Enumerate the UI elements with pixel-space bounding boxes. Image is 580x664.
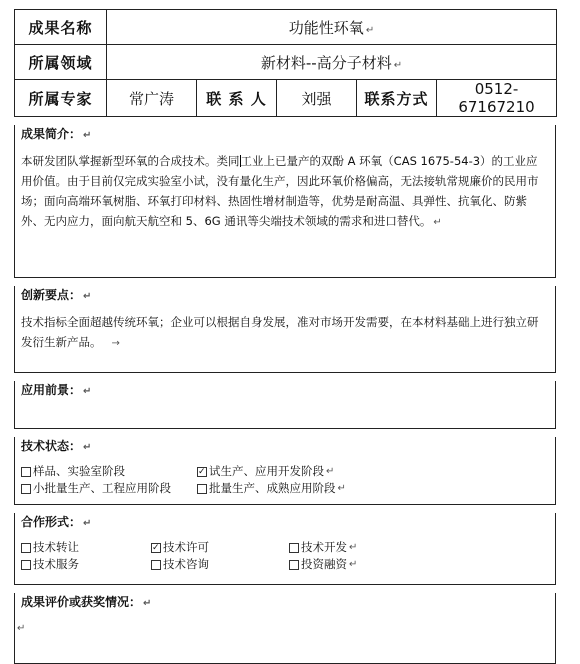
paragraph-mark: ↵ [143,598,152,609]
status-option[interactable] [197,480,377,497]
status-option[interactable] [21,463,197,480]
phone-value[interactable]: 0512-67167210 [437,80,557,117]
header-table [14,9,557,117]
summary-text [21,151,549,233]
status-section [14,437,556,505]
paragraph-mark: ↵ [83,386,92,397]
paragraph-mark: ↵ [83,130,92,141]
innovation-section[interactable] [14,286,556,373]
paragraph-mark: ↵ [337,483,346,494]
cooperation-option[interactable] [21,556,151,573]
cooperation-option[interactable] [151,556,289,573]
status-title [21,437,549,454]
cooperation-option[interactable] [21,539,151,556]
prospect-section[interactable] [14,381,556,429]
title-value: 功能性环氧 [288,18,364,37]
checkbox-icon[interactable] [21,484,31,494]
cooperation-options [21,539,549,573]
status-option[interactable] [21,480,197,497]
paragraph-mark: ↵ [433,217,442,228]
summary-text-part2: 工业上已量产的双酚 A 环氧（CAS 1675-54-3）的工业应用价值。由于目前仅完成实验室小试，没有量化生产，因此环氧价格偏高，无法接轨常规廉价的民用市场；面向高端环氧树脂、环氧打印材料、热固性增材制造等，优势是耐高温、具弹性、抗氧化、防紫外、无内应力，面向航天航空和 5、6G 通讯等尖端技术领域的需求和进口替代。 [21,154,539,228]
paragraph-mark: ↵ [393,59,403,71]
cooperation-option[interactable] [151,539,289,556]
cooperation-title [21,513,549,530]
trailing-paragraph-mark: ↵ [17,623,26,634]
field-value: 新材料--高分子材料 [260,53,392,72]
cooperation-option-label: 技术服务 [33,557,79,571]
phone-label: 联系方式 [357,80,437,117]
summary-title [21,125,549,142]
checked-checkbox-icon[interactable] [151,543,161,553]
field-row [15,45,557,80]
status-options [21,463,549,497]
paragraph-mark: ↵ [349,542,358,553]
summary-title-text: 成果简介： [21,127,82,141]
cooperation-option[interactable] [289,556,429,573]
prospect-title-text: 应用前景： [21,383,82,397]
paragraph-mark: ↵ [326,466,335,477]
checkbox-icon[interactable] [21,543,31,553]
cooperation-title-text: 合作形式： [21,515,82,529]
contact-label: 联 系 人 [197,80,277,117]
arrow-icon: → [111,338,120,349]
paragraph-mark: ↵ [349,559,358,570]
status-option-label: 批量生产、成熟应用阶段 [209,481,336,495]
title-label: 成果名称 [15,10,107,45]
summary-section[interactable] [14,125,556,278]
field-value-cell[interactable] [107,45,557,80]
contact-value[interactable]: 刘强 [277,80,357,117]
paragraph-mark: ↵ [83,291,92,302]
cooperation-option-label: 技术开发 [301,540,347,554]
innovation-title-text: 创新要点： [21,288,82,302]
paragraph-mark: ↵ [83,442,92,453]
expert-value[interactable]: 常广涛 [107,80,197,117]
status-option-label: 样品、实验室阶段 [33,464,125,478]
checked-checkbox-icon[interactable] [197,467,207,477]
cooperation-option-label: 技术转让 [33,540,79,554]
status-option[interactable] [197,463,377,480]
title-value-cell[interactable] [107,10,557,45]
evaluation-title [21,593,549,610]
achievement-form [14,9,556,664]
checkbox-icon[interactable] [21,467,31,477]
checkbox-icon[interactable] [151,560,161,570]
cooperation-section [14,513,556,585]
evaluation-title-text: 成果评价或获奖情况： [21,595,142,609]
innovation-text [21,312,549,354]
contact-row [15,80,557,117]
cooperation-option-label: 投资融资 [301,557,347,571]
title-row [15,10,557,45]
cooperation-option-label: 技术咨询 [163,557,209,571]
innovation-text-body: 技术指标全面超越传统环氧；企业可以根据自身发展，准对市场开发需要，在本材料基础上进行独立研发衍生新产品。 [21,315,539,349]
expert-label: 所属专家 [15,80,107,117]
paragraph-mark: ↵ [83,518,92,529]
checkbox-icon[interactable] [197,484,207,494]
status-title-text: 技术状态： [21,439,82,453]
evaluation-section[interactable] [14,593,556,664]
status-option-label: 试生产、应用开发阶段 [209,464,324,478]
status-option-label: 小批量生产、工程应用阶段 [33,481,171,495]
innovation-title [21,286,549,303]
summary-text-part1: 本研发团队掌握新型环氧的合成技术。类同 [21,154,240,168]
cooperation-option-label: 技术许可 [163,540,209,554]
checkbox-icon[interactable] [21,560,31,570]
checkbox-icon[interactable] [289,560,299,570]
paragraph-mark: ↵ [365,24,375,36]
field-label: 所属领域 [15,45,107,80]
cooperation-option[interactable] [289,539,429,556]
prospect-title [21,381,549,398]
checkbox-icon[interactable] [289,543,299,553]
